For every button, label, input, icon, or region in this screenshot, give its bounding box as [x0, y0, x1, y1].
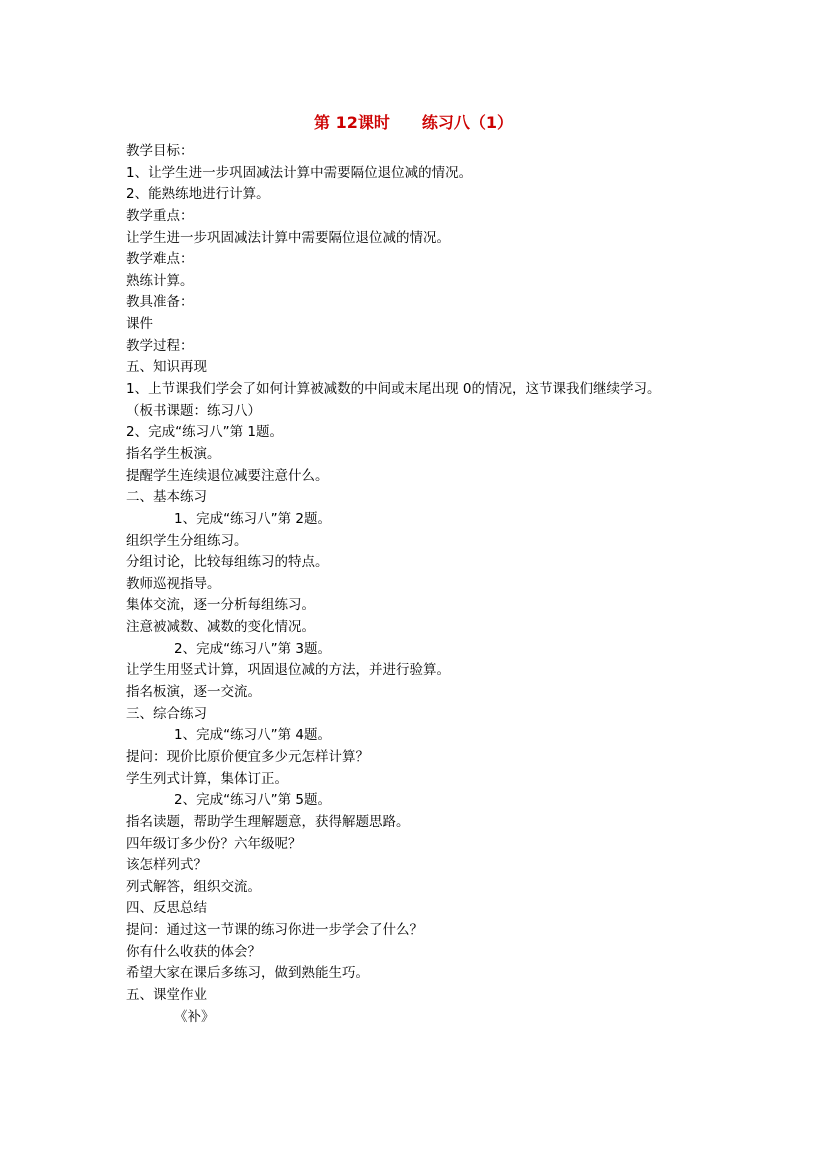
- text-line: 2、完成“练习八”第 1题。: [126, 424, 283, 441]
- text-line: 注意被减数、减数的变化情况。: [126, 619, 315, 636]
- text-line: 提问：现价比原价便宜多少元怎样计算？: [126, 748, 369, 765]
- text-line: 2、完成“练习八”第 3题。: [174, 640, 331, 657]
- text-line: 教学目标：: [126, 143, 194, 159]
- text-line: 1、完成“练习八”第 4题。: [174, 727, 331, 744]
- text-line: 让学生用竖式计算，巩固退位减的方法，并进行验算。: [126, 662, 450, 679]
- text-line: 教具准备：: [126, 294, 194, 311]
- text-line: 指名板演，逐一交流。: [126, 684, 261, 701]
- document-title: 第 12课时 练习八（1）: [314, 113, 513, 132]
- text-line: 集体交流，逐一分析每组练习。: [126, 597, 315, 614]
- text-line: 指名读题，帮助学生理解题意，获得解题思路。: [126, 813, 410, 830]
- text-line: 三、综合练习: [126, 705, 207, 722]
- text-line: 提问：通过这一节课的练习你进一步学会了什么？: [126, 922, 423, 939]
- text-line: 列式解答，组织交流。: [126, 878, 261, 895]
- text-line: 《补》: [174, 1008, 215, 1025]
- text-line: 熟练计算。: [126, 272, 194, 289]
- text-line: 教学难点：: [126, 251, 194, 268]
- document-body: [126, 141, 766, 1028]
- text-line: 二、基本练习: [126, 489, 207, 506]
- text-line: 2、完成“练习八”第 5题。: [174, 792, 331, 809]
- text-line: 四年级订多少份？六年级呢？: [126, 835, 302, 852]
- text-line: 教师巡视指导。: [126, 575, 221, 592]
- text-line: 课件: [126, 316, 153, 333]
- text-line: 组织学生分组练习。: [126, 532, 248, 549]
- text-line: 希望大家在课后多练习，做到熟能生巧。: [126, 965, 369, 982]
- text-line: 五、知识再现: [126, 359, 207, 376]
- text-line: 四、反思总结: [126, 900, 207, 917]
- text-line: 教学重点：: [126, 207, 194, 224]
- text-line: 教学过程：: [126, 337, 194, 354]
- text-line: 2、能熟练地进行计算。: [126, 186, 270, 203]
- text-line: 你有什么收获的体会？: [126, 943, 261, 960]
- text-line: 提醒学生连续退位减要注意什么。: [126, 467, 329, 484]
- text-line: 分组讨论，比较每组练习的特点。: [126, 554, 329, 571]
- text-line: 1、完成“练习八”第 2题。: [174, 510, 331, 527]
- text-line: 让学生进一步巩固减法计算中需要隔位退位减的情况。: [126, 229, 450, 246]
- text-line: （板书课题：练习八）: [126, 402, 261, 419]
- text-line: 学生列式计算，集体订正。: [126, 770, 288, 787]
- text-line: 指名学生板演。: [126, 445, 221, 462]
- text-line: 1、让学生进一步巩固减法计算中需要隔位退位减的情况。: [126, 164, 473, 181]
- text-line: 五、课堂作业: [126, 986, 207, 1003]
- text-line: 1、上节课我们学会了如何计算被减数的中间或末尾出现 0的情况，这节课我们继续学习。: [126, 381, 661, 398]
- text-line: 该怎样列式？: [126, 857, 207, 874]
